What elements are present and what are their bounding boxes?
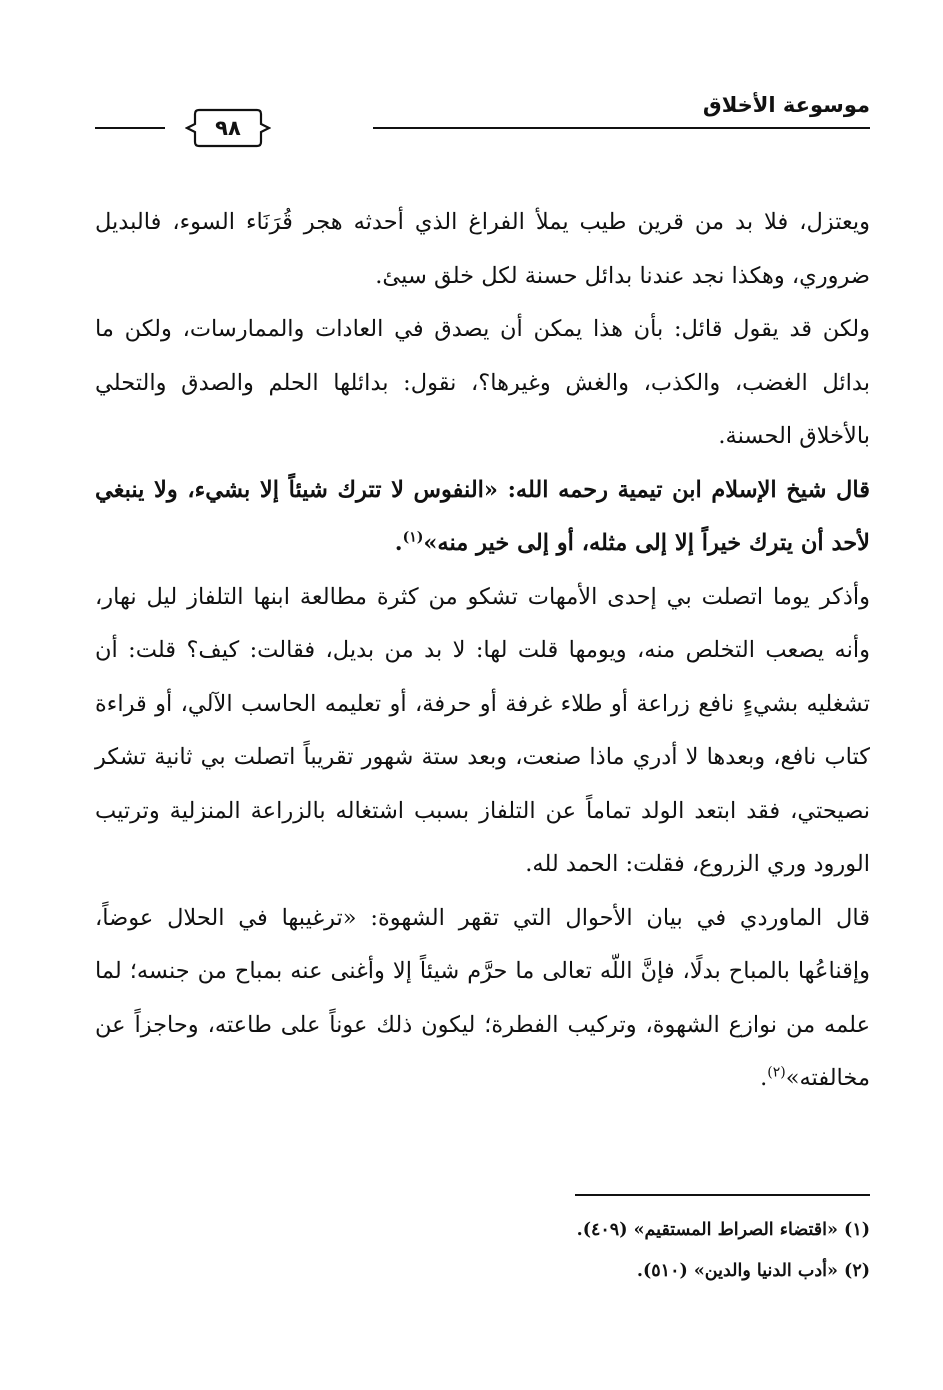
header-rule-left — [95, 127, 165, 129]
page-number-ornament — [185, 106, 271, 150]
paragraph-text: وأذكر يوما اتصلت بي إحدى الأمهات تشكو من كثرة مطالعة ابنها التلفاز ليل نهار، وأنه يصعب التخلص منه، ويومها قلت لها: لا بد من بديل، فقالت: كيف؟ قلت: أن تشغليه بشيءٍ نافع زراعة أو طلاء غرفة أو حرفة، أو تعليمه الحاسب الآلي، أو قراءة كتاب نافع، وبعدها لا أدري ماذا صنعت، وبعد ستة شهور تقريباً اتصلت بي ثانية تشكر نصيحتي، فقد ابتعد الولد تماماً عن التلفاز بسبب اشتغاله بالزراعة المنزلية وترتيب الورود وري الزروع، فقلت: الحمد لله. — [95, 583, 870, 877]
paragraph — [95, 303, 870, 464]
footnote: (٢) «أدب الدنيا والدين» (٥١٠). — [636, 1261, 870, 1281]
footnotes — [95, 1210, 870, 1292]
page-number: ٩٨ — [215, 116, 241, 140]
paragraph-end: . — [760, 1065, 768, 1091]
header-rule — [373, 127, 870, 129]
main-text — [95, 196, 870, 1106]
book-page — [95, 88, 870, 1368]
quote-paragraph — [95, 464, 870, 571]
book-title: موسوعة الأخلاق — [702, 93, 870, 117]
paragraph — [95, 571, 870, 892]
paragraph — [95, 892, 870, 1106]
footnote-ref[interactable]: (٢) — [767, 1064, 786, 1081]
footnote-ref[interactable]: (١) — [402, 529, 424, 546]
page-header — [95, 88, 870, 150]
paragraph-text: ولكن قد يقول قائل: بأن هذا يمكن أن يصدق في العادات والممارسات، ولكن ما بدائل الغضب، والكذب، والغش وغيرها؟، نقول: بدائلها الحلم والصدق والتحلي بالأخلاق الحسنة. — [95, 316, 870, 449]
paragraph-end: . — [394, 530, 403, 556]
footnote: (١) «اقتضاء الصراط المستقيم» (٤٠٩). — [576, 1220, 870, 1240]
paragraph-text: قال شيخ الإسلام ابن تيمية رحمه الله: «النفوس لا تترك شيئاً إلا بشيء، ولا ينبغي لأحد أن يترك خيراً إلا إلى مثله، أو إلى خير منه» — [95, 476, 870, 556]
paragraph-text: ويعتزل، فلا بد من قرين طيب يملأ الفراغ الذي أحدثه هجر قُرَنَاء السوء، فالبديل ضروري، وهكذا نجد عندنا بدائل حسنة لكل خلق سيئ. — [95, 209, 870, 289]
paragraph-text: قال الماوردي في بيان الأحوال التي تقهر الشهوة: «ترغيبها في الحلال عوضاً، وإقناعُها بالمباح بدلًا، فإنَّ اللّه تعالى ما حرَّم شيئاً إلا وأغنى عنه بمباح من جنسه؛ لما علمه من نوازع الشهوة، وتركيب الفطرة؛ ليكون ذلك عوناً على طاعته، وحاجزاً عن مخالفته» — [95, 904, 870, 1091]
footnote-separator — [575, 1194, 870, 1196]
paragraph — [95, 196, 870, 303]
